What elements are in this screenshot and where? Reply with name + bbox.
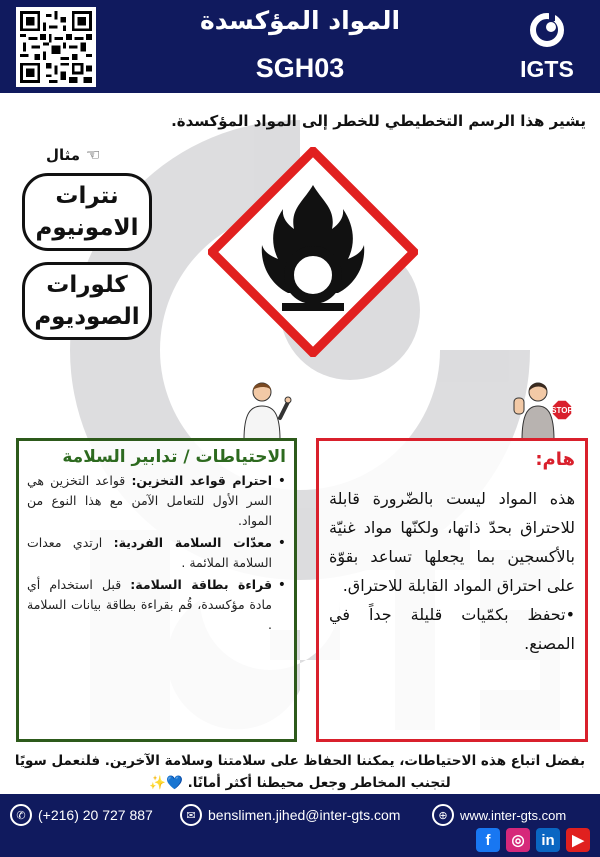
safety-box: [16, 438, 297, 742]
igts-logo-icon: [529, 12, 565, 48]
list-item: [27, 471, 286, 531]
example-label-text: مثال: [46, 145, 81, 164]
closing-text: بفضل اتباع هذه الاحتياطات، يمكننا الحفاظ على سلامتنا وسلامة الآخرين. فلنعمل سويًا لتجنب المخاطر وجعل محيطنا أكثر أمانًا. 💙✨: [14, 753, 586, 791]
youtube-icon[interactable]: ▶: [566, 828, 590, 852]
safety-list: [27, 471, 286, 635]
pointing-hand-icon: ☞: [86, 145, 101, 164]
hazard-code: SGH03: [255, 53, 345, 83]
list-item-text: قواعد التخزين هي السر الأول للتعامل الآمن مع هذا النوع من المواد.: [27, 473, 272, 528]
example-label: [46, 145, 136, 164]
phone-icon: ✆: [10, 804, 32, 826]
list-item: [27, 575, 286, 635]
important-title: هام:: [535, 449, 575, 470]
logo-text: IGTS: [520, 56, 574, 82]
email-icon: ✉: [180, 804, 202, 826]
example-item: نترات الامونيوم: [22, 173, 152, 251]
facebook-icon[interactable]: f: [476, 828, 500, 852]
logo: [508, 8, 586, 88]
social-links: [476, 828, 590, 852]
list-item-text: قبل استخدام أي مادة مؤكسدة، قُم بقراءة بطاقة بيانات السلامة .: [27, 577, 272, 632]
list-item-head: معدّات السلامة الفردية:: [113, 535, 273, 550]
footer-email[interactable]: [180, 804, 400, 826]
globe-icon: ⊕: [432, 804, 454, 826]
intro-text: يشير هذا الرسم التخطيطي للخطر إلى المواد المؤكسدة.: [171, 112, 586, 130]
website-url: www.inter-gts.com: [460, 807, 567, 823]
stop-person-illustration: [508, 378, 580, 440]
example-item: كلورات الصوديوم: [22, 262, 152, 340]
email-address: benslimen.jihed@inter-gts.com: [208, 807, 401, 823]
qr-code: [16, 7, 96, 87]
footer-website[interactable]: [432, 804, 566, 826]
header: [0, 0, 600, 93]
phone-number: (+216) 20 727 887: [38, 807, 153, 823]
important-bullet: •تحفظ بكمّيات قليلة جداً في المصنع.: [329, 605, 575, 653]
important-box: [316, 438, 588, 742]
person-illustration: [232, 378, 296, 440]
list-item-text: ارتدي معدات السلامة الملائمة .: [27, 535, 272, 570]
important-text: هذه المواد ليست بالضّرورة قابلة للاحتراق بحدّ ذاتها، ولكنّها مواد غنيّة بالأكسجين بما يجعلها تساعد بقوّة على احتراق المواد القابلة للاحتراق.: [329, 489, 575, 595]
list-item: [27, 533, 286, 573]
list-item-head: احترام قواعد التخزين:: [131, 473, 273, 488]
flame-over-circle-icon: [208, 147, 418, 357]
list-item-head: قراءة بطاقة السلامة:: [130, 577, 272, 592]
instagram-icon[interactable]: ◎: [506, 828, 530, 852]
safety-title: الاحتياطات / تدابير السلامة: [62, 447, 286, 467]
footer: [0, 794, 600, 857]
footer-phone[interactable]: [10, 804, 153, 826]
linkedin-icon[interactable]: in: [536, 828, 560, 852]
stop-sign-text: STOP: [551, 406, 573, 415]
page-title: المواد المؤكسدة: [199, 6, 401, 35]
